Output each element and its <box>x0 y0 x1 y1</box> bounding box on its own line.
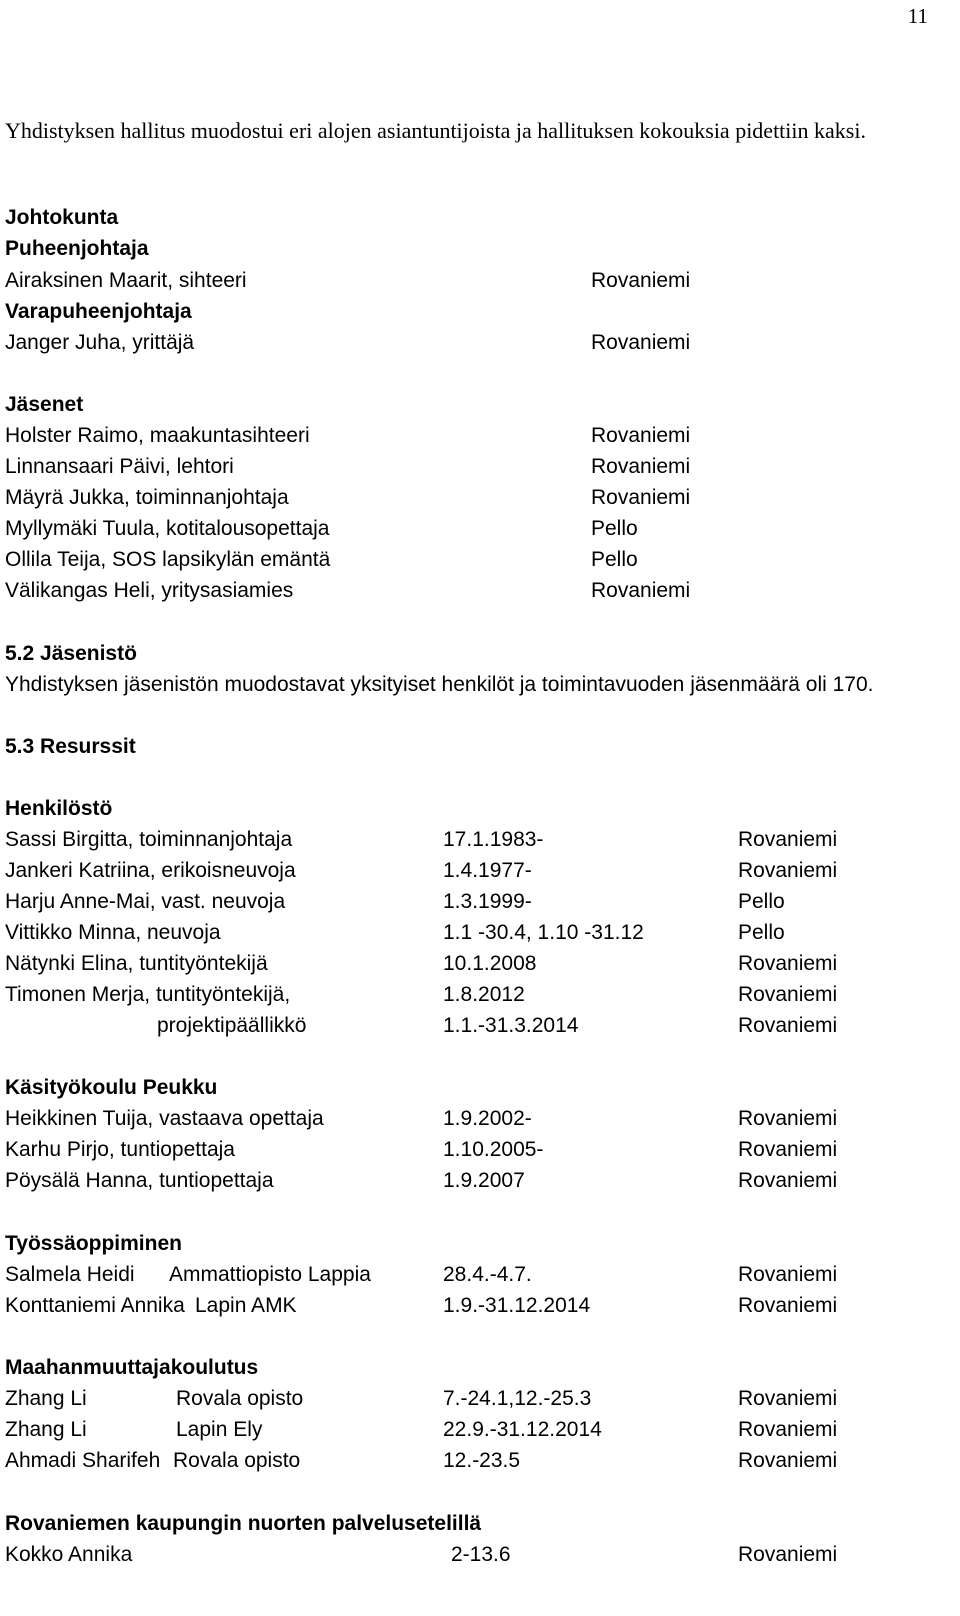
immigrant-place: Rovaniemi <box>738 1387 838 1410</box>
member-place: Pello <box>591 517 638 540</box>
chair-place: Rovaniemi <box>591 269 691 292</box>
member-name: Välikangas Heli, yritysasiamies <box>5 579 294 602</box>
trainee-date: 1.9.-31.12.2014 <box>443 1294 591 1317</box>
immigrant-place: Rovaniemi <box>738 1449 838 1472</box>
membership-text: Yhdistyksen jäsenistön muodostavat yksityiset henkilöt ja toimintavuoden jäsenmäärä oli 170. <box>5 673 874 696</box>
group-heading: Henkilöstö <box>5 797 113 820</box>
staff-date: 17.1.1983- <box>443 828 544 851</box>
member-place: Pello <box>591 548 638 571</box>
staff-name: Harju Anne-Mai, vast. neuvoja <box>5 890 286 913</box>
membership-heading: 5.2 Jäsenistö <box>5 642 137 665</box>
teacher-name: Heikkinen Tuija, vastaava opettaja <box>5 1107 324 1130</box>
trainee-org: Lapin AMK <box>195 1294 297 1317</box>
chair-name: Airaksinen Maarit, sihteeri <box>5 269 247 292</box>
group-heading: Käsityökoulu Peukku <box>5 1076 218 1099</box>
immigrant-org: Rovala opisto <box>173 1449 301 1472</box>
staff-place: Rovaniemi <box>738 1014 838 1037</box>
staff-date: 1.8.2012 <box>443 983 525 1006</box>
intro-paragraph: Yhdistyksen hallitus muodostui eri alojen asiantuntijoista ja hallituksen kokouksia pidettiin kaksi. <box>5 118 866 143</box>
immigrant-name: Ahmadi Sharifeh <box>5 1449 161 1472</box>
staff-date: 1.4.1977- <box>443 859 532 882</box>
trainee-name: Konttaniemi Annika <box>5 1294 185 1317</box>
immigrant-org: Rovala opisto <box>176 1387 304 1410</box>
group-heading: Maahanmuuttajakoulutus <box>5 1356 259 1379</box>
teacher-date: 1.10.2005- <box>443 1138 544 1161</box>
trainee-place: Rovaniemi <box>738 1263 838 1286</box>
member-name: Mäyrä Jukka, toiminnanjohtaja <box>5 486 289 509</box>
staff-date: 1.3.1999- <box>443 890 532 913</box>
staff-place: Rovaniemi <box>738 828 838 851</box>
youth-name: Kokko Annika <box>5 1543 133 1566</box>
staff-place: Rovaniemi <box>738 952 838 975</box>
teacher-place: Rovaniemi <box>738 1169 838 1192</box>
trainee-org: Ammattiopisto Lappia <box>169 1263 371 1286</box>
immigrant-name: Zhang Li <box>5 1387 87 1410</box>
resources-heading: 5.3 Resurssit <box>5 735 136 758</box>
member-place: Rovaniemi <box>591 455 691 478</box>
member-name: Myllymäki Tuula, kotitalousopettaja <box>5 517 330 540</box>
trainee-name: Salmela Heidi <box>5 1263 135 1286</box>
teacher-name: Pöysälä Hanna, tuntiopettaja <box>5 1169 274 1192</box>
youth-date: 2-13.6 <box>451 1543 511 1566</box>
group-heading: Rovaniemen kaupungin nuorten palvelusetelillä <box>5 1512 482 1535</box>
teacher-name: Karhu Pirjo, tuntiopettaja <box>5 1138 235 1161</box>
staff-name: projektipäällikkö <box>157 1014 307 1037</box>
staff-place: Rovaniemi <box>738 983 838 1006</box>
staff-date: 1.1 -30.4, 1.10 -31.12 <box>443 921 644 944</box>
immigrant-date: 12.-23.5 <box>443 1449 521 1472</box>
staff-name: Nätynki Elina, tuntityöntekijä <box>5 952 268 975</box>
trainee-place: Rovaniemi <box>738 1294 838 1317</box>
vice-place: Rovaniemi <box>591 331 691 354</box>
staff-place: Rovaniemi <box>738 859 838 882</box>
chair-heading: Puheenjohtaja <box>5 237 149 260</box>
staff-place: Pello <box>738 890 785 913</box>
teacher-place: Rovaniemi <box>738 1107 838 1130</box>
staff-name: Jankeri Katriina, erikoisneuvoja <box>5 859 296 882</box>
board-heading: Johtokunta <box>5 206 119 229</box>
immigrant-name: Zhang Li <box>5 1418 87 1441</box>
page-number: 11 <box>907 4 928 28</box>
immigrant-date: 7.-24.1,12.-25.3 <box>443 1387 592 1410</box>
member-place: Rovaniemi <box>591 424 691 447</box>
staff-name: Vittikko Minna, neuvoja <box>5 921 221 944</box>
staff-date: 1.1.-31.3.2014 <box>443 1014 579 1037</box>
teacher-place: Rovaniemi <box>738 1138 838 1161</box>
trainee-date: 28.4.-4.7. <box>443 1263 532 1286</box>
staff-name: Sassi Birgitta, toiminnanjohtaja <box>5 828 293 851</box>
immigrant-date: 22.9.-31.12.2014 <box>443 1418 602 1441</box>
teacher-date: 1.9.2002- <box>443 1107 532 1130</box>
vice-name: Janger Juha, yrittäjä <box>5 331 195 354</box>
immigrant-org: Lapin Ely <box>176 1418 263 1441</box>
vice-heading: Varapuheenjohtaja <box>5 300 192 323</box>
staff-date: 10.1.2008 <box>443 952 537 975</box>
member-name: Linnansaari Päivi, lehtori <box>5 455 234 478</box>
member-place: Rovaniemi <box>591 486 691 509</box>
group-heading: Työssäoppiminen <box>5 1232 182 1255</box>
teacher-date: 1.9.2007 <box>443 1169 525 1192</box>
members-heading: Jäsenet <box>5 393 84 416</box>
member-name: Ollila Teija, SOS lapsikylän emäntä <box>5 548 331 571</box>
immigrant-place: Rovaniemi <box>738 1418 838 1441</box>
youth-place: Rovaniemi <box>738 1543 838 1566</box>
member-place: Rovaniemi <box>591 579 691 602</box>
staff-name: Timonen Merja, tuntityöntekijä, <box>5 983 291 1006</box>
member-name: Holster Raimo, maakuntasihteeri <box>5 424 310 447</box>
staff-place: Pello <box>738 921 785 944</box>
